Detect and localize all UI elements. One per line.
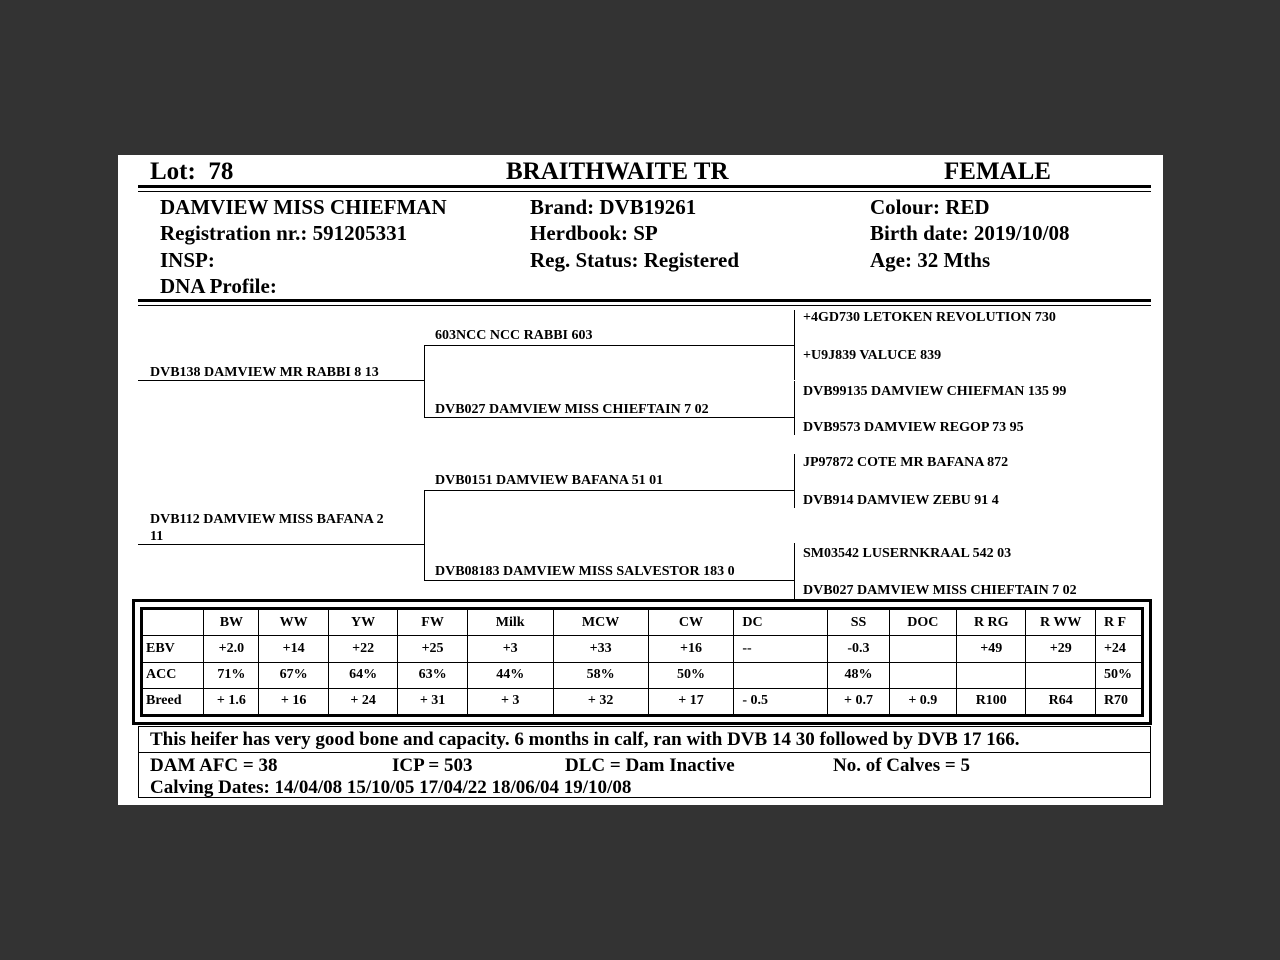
- great-grandparent: +U9J839 VALUCE 839: [803, 348, 942, 363]
- ebv-cell: 48%: [828, 662, 889, 688]
- age: Age: 32 Mths: [870, 248, 991, 272]
- ebv-cell: 63%: [398, 662, 467, 688]
- ebv-cell: +2.0: [204, 636, 259, 662]
- info-rule-thin: [138, 305, 1151, 306]
- number-of-calves: No. of Calves = 5: [833, 755, 970, 776]
- ebv-cell: 50%: [1095, 662, 1141, 688]
- ebv-cell: [889, 662, 956, 688]
- ebv-cell: +3: [467, 636, 553, 662]
- colour: Colour: RED: [870, 195, 990, 219]
- great-grandparent: DVB9573 DAMVIEW REGOP 73 95: [803, 420, 1024, 435]
- ebv-header-row: [143, 610, 1142, 636]
- ebv-column-header: Milk: [467, 610, 553, 636]
- registration-number: Registration nr.: 591205331: [160, 221, 408, 245]
- ebv-cell: + 16: [259, 688, 328, 714]
- ebv-cell: R64: [1026, 688, 1095, 714]
- ebv-cell: R70: [1095, 688, 1141, 714]
- ebv-column-header: R F: [1095, 610, 1141, 636]
- ebv-table: [142, 609, 1142, 715]
- ebv-cell: + 3: [467, 688, 553, 714]
- lot-number: 78: [208, 158, 234, 185]
- ebv-cell: + 0.7: [828, 688, 889, 714]
- header-rule-thin: [138, 191, 1151, 192]
- ebv-cell: + 24: [328, 688, 397, 714]
- ebv-cell: [889, 636, 956, 662]
- ebv-cell: [957, 662, 1026, 688]
- ebv-column-header: SS: [828, 610, 889, 636]
- info-rule-thick: [138, 299, 1151, 302]
- ebv-cell: +24: [1095, 636, 1141, 662]
- pedigree-dam-line2: 11: [150, 529, 164, 544]
- ebv-cell: +25: [398, 636, 467, 662]
- great-grandparent: SM03542 LUSERNKRAAL 542 03: [803, 546, 1012, 561]
- lot-label: Lot:: [150, 158, 196, 185]
- calving-dates: Calving Dates: 14/04/08 15/10/05 17/04/22 18/06/04 19/10/08: [150, 777, 632, 798]
- great-grandparent: JP97872 COTE MR BAFANA 872: [803, 455, 1009, 470]
- ebv-cell: -0.3: [828, 636, 889, 662]
- ebv-column-header: BW: [204, 610, 259, 636]
- ebv-cell: +22: [328, 636, 397, 662]
- ebv-cell: 67%: [259, 662, 328, 688]
- pedigree-sire-dam: DVB027 DAMVIEW MISS CHIEFTAIN 7 02: [435, 402, 709, 417]
- ebv-cell: + 0.9: [889, 688, 956, 714]
- ebv-column-header: R WW: [1026, 610, 1095, 636]
- dlc: DLC = Dam Inactive: [565, 755, 735, 776]
- ebv-column-header: CW: [648, 610, 734, 636]
- great-grandparent: +4GD730 LETOKEN REVOLUTION 730: [803, 310, 1056, 325]
- ebv-row-label: Breed: [143, 688, 204, 714]
- ebv-cell: +33: [553, 636, 648, 662]
- ebv-cell: 71%: [204, 662, 259, 688]
- ebv-cell: 44%: [467, 662, 553, 688]
- ebv-row: [143, 662, 1142, 688]
- header-rule-thick: [138, 185, 1151, 188]
- great-grandparent: DVB914 DAMVIEW ZEBU 91 4: [803, 493, 999, 508]
- pedigree-dam-sire: DVB0151 DAMVIEW BAFANA 51 01: [435, 473, 664, 488]
- pedigree-sire-sire: 603NCC NCC RABBI 603: [435, 328, 593, 343]
- ebv-table-frame: [132, 599, 1152, 725]
- animal-name: DAMVIEW MISS CHIEFMAN: [160, 195, 447, 219]
- comment-text: This heifer has very good bone and capacity. 6 months in calf, ran with DVB 14 30 followed by DVB 17 166.: [150, 729, 1020, 750]
- icp: ICP = 503: [392, 755, 473, 776]
- ebv-column-header: DOC: [889, 610, 956, 636]
- ebv-column-header: YW: [328, 610, 397, 636]
- insp-label: INSP:: [160, 248, 215, 272]
- ebv-cell: + 31: [398, 688, 467, 714]
- great-grandparent: DVB027 DAMVIEW MISS CHIEFTAIN 7 02: [803, 583, 1077, 598]
- dam-afc: DAM AFC = 38: [150, 755, 278, 776]
- pedigree-dam: [150, 511, 384, 545]
- ebv-cell: R100: [957, 688, 1026, 714]
- ebv-column-header: FW: [398, 610, 467, 636]
- ebv-row-label: ACC: [143, 662, 204, 688]
- reg-status: Reg. Status: Registered: [530, 248, 739, 272]
- ebv-row-label: EBV: [143, 636, 204, 662]
- pedigree-sire: DVB138 DAMVIEW MR RABBI 8 13: [150, 365, 379, 380]
- ebv-cell: +14: [259, 636, 328, 662]
- notes-box: [138, 726, 1151, 798]
- dna-profile-label: DNA Profile:: [160, 274, 277, 298]
- ebv-cell: + 17: [648, 688, 734, 714]
- ebv-column-header: MCW: [553, 610, 648, 636]
- ebv-cell: +49: [957, 636, 1026, 662]
- ebv-cell: [734, 662, 828, 688]
- notes-divider: [139, 752, 1150, 753]
- brand: Brand: DVB19261: [530, 195, 697, 219]
- herdbook: Herdbook: SP: [530, 221, 658, 245]
- ebv-cell: [1026, 662, 1095, 688]
- ebv-row: [143, 688, 1142, 714]
- ebv-cell: 64%: [328, 662, 397, 688]
- ebv-column-header: R RG: [957, 610, 1026, 636]
- breeder-name: BRAITHWAITE TR: [506, 158, 729, 185]
- ebv-cell: 58%: [553, 662, 648, 688]
- ebv-cell: +16: [648, 636, 734, 662]
- great-grandparent: DVB99135 DAMVIEW CHIEFMAN 135 99: [803, 384, 1067, 399]
- ebv-cell: 50%: [648, 662, 734, 688]
- ebv-cell: + 1.6: [204, 688, 259, 714]
- pedigree-dam-line1: DVB112 DAMVIEW MISS BAFANA 2: [150, 512, 384, 527]
- ebv-row: [143, 636, 1142, 662]
- catalogue-card: [118, 155, 1163, 805]
- ebv-column-header: DC: [734, 610, 828, 636]
- lot-heading: [150, 159, 233, 184]
- ebv-cell: --: [734, 636, 828, 662]
- ebv-column-header: WW: [259, 610, 328, 636]
- birth-date: Birth date: 2019/10/08: [870, 221, 1070, 245]
- ebv-column-header: [143, 610, 204, 636]
- pedigree-dam-dam: DVB08183 DAMVIEW MISS SALVESTOR 183 0: [435, 564, 735, 579]
- ebv-cell: - 0.5: [734, 688, 828, 714]
- ebv-cell: + 32: [553, 688, 648, 714]
- sex-label: FEMALE: [944, 158, 1051, 185]
- ebv-cell: +29: [1026, 636, 1095, 662]
